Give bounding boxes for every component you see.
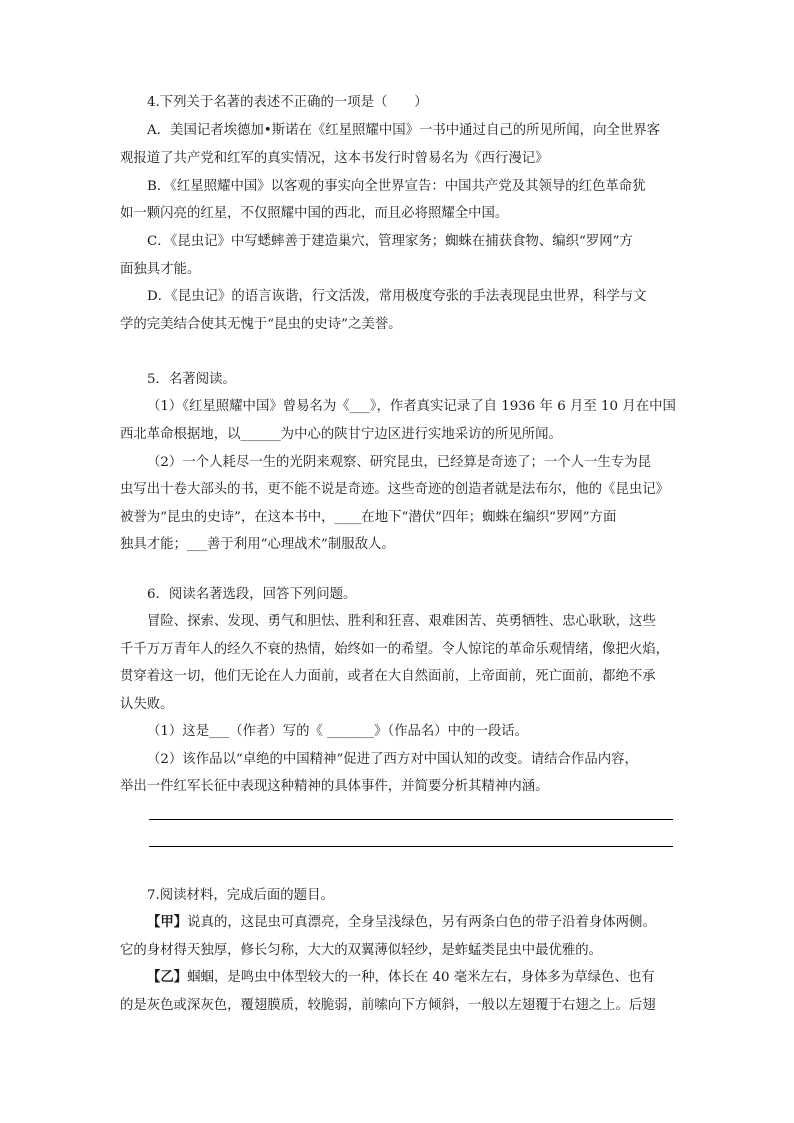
q7-stem: 7.阅读材料，完成后面的题目。 xyxy=(147,888,334,903)
q6-sub2-line1: （2）该作品以“卓绝的中国精神”促进了西方对中国认知的改变。请结合作品内容， xyxy=(147,752,638,767)
q6-excerpt-line4: 认失败。 xyxy=(120,697,174,712)
q6-sub1: （1）这是___（作者）写的《 _______》（作品名）中的一段话。 xyxy=(147,724,529,739)
q5-stem: 5．名著阅读。 xyxy=(147,372,236,387)
q4-option-c-line1: C．《昆虫记》中写蟋蟀善于建造巢穴，管理家务；蜘蛛在捕获食物、编织“罗网”方 xyxy=(147,234,633,249)
q4-option-d-line1: D．《昆虫记》的语言诙谐，行文活泼，常用极度夸张的手法表现昆虫世界，科学与文 xyxy=(147,289,647,304)
q5-part2-line2: 虫写出十卷大部头的书，更不能不说是奇迹。这些奇迹的创造者就是法布尔，他的《昆虫记》 xyxy=(120,482,670,497)
q7-jia-line2: 它的身材得天独厚，修长匀称，大大的双翼薄似轻纱，是蚱蜢类昆虫中最优雅的。 xyxy=(120,943,603,958)
q6-excerpt-line2: 千千万万青年人的经久不衰的热情，始终如一的希望。令人惊诧的革命乐观情绪，像把火焰， xyxy=(120,642,670,657)
answer-line-1 xyxy=(149,819,673,820)
q7-yi-line1 xyxy=(147,968,655,988)
q6-sub2-line2: 举出一件红军长征中表现这种精神的具体事件，并简要分析其精神内涵。 xyxy=(120,779,549,794)
q4-option-b-line2: 如一颗闪亮的红星，不仅照耀中国的西北，而且必将照耀全中国。 xyxy=(120,206,509,221)
q7-yi-line2: 的是灰色或深灰色，覆翅膜质，较脆弱，前嗦向下方倾斜，一般以左翅覆于右翅之上。后翅 xyxy=(120,998,656,1013)
q4-stem: 4.下列关于名著的表述不正确的一项是（ ） xyxy=(147,95,428,110)
q6-stem: 6．阅读名著选段，回答下列问题。 xyxy=(147,587,357,602)
jia-marker: 【甲】 xyxy=(147,915,188,930)
q5-part2-line3: 被誉为“昆虫的史诗”，在这本书中，____在地下“潜伏”四年；蜘蛛在编织“罗网”方面 xyxy=(120,510,617,525)
yi-marker: 【乙】 xyxy=(147,970,188,985)
q5-part1-line2: 西北革命根据地，以______为中心的陕甘宁边区进行实地采访的所见所闻。 xyxy=(120,427,562,442)
q5-part1-line1: （1）《红星照耀中国》曾易名为《___》，作者真实记录了自 1936 年 6 月至 10 月在中国 xyxy=(147,399,676,414)
answer-line-2 xyxy=(149,846,673,847)
jia-text: 说真的，这昆虫可真漂亮，全身呈浅绿色，另有两条白色的带子沿着身体两侧。 xyxy=(187,915,656,930)
q4-option-a-line2: 观报道了共产党和红军的真实情况，这本书发行时曾易名为《西行漫记》 xyxy=(120,151,549,166)
q4-option-c-line2: 面独具才能。 xyxy=(120,262,201,277)
q4-option-a-line1: A．美国记者埃德加•斯诺在《红星照耀中国》一书中通过自己的所见所闻，向全世界客 xyxy=(147,123,661,138)
yi-text: 蝈蝈，是鸣虫中体型较大的一种，体长在 40 毫米左右，身体多为草绿色、也有 xyxy=(187,970,655,985)
q7-jia-line1 xyxy=(147,913,656,933)
q6-excerpt-line1: 冒险、探索、发现、勇气和胆怯、胜利和狂喜、艰难困苦、英勇牺牲、忠心耿耿，这些 xyxy=(147,614,656,629)
q5-part2-line1: （2）一个人耗尽一生的光阴来观察、研究昆虫，已经算是奇迹了；一个人一生专为昆 xyxy=(147,455,651,470)
q4-option-d-line2: 学的完美结合使其无愧于“昆虫的史诗”之美誉。 xyxy=(120,317,402,332)
q4-option-b-line1: B．《红星照耀中国》以客观的事实向全世界宣告：中国共产党及其领导的红色革命犹 xyxy=(147,179,646,194)
q6-excerpt-line3: 贯穿着这一切，他们无论在人力面前，或者在大自然面前，上帝面前，死亡面前，都绝不承 xyxy=(120,669,656,684)
q5-part2-line4: 独具才能；___善于利用“心理战术”制服敌人。 xyxy=(120,537,395,552)
